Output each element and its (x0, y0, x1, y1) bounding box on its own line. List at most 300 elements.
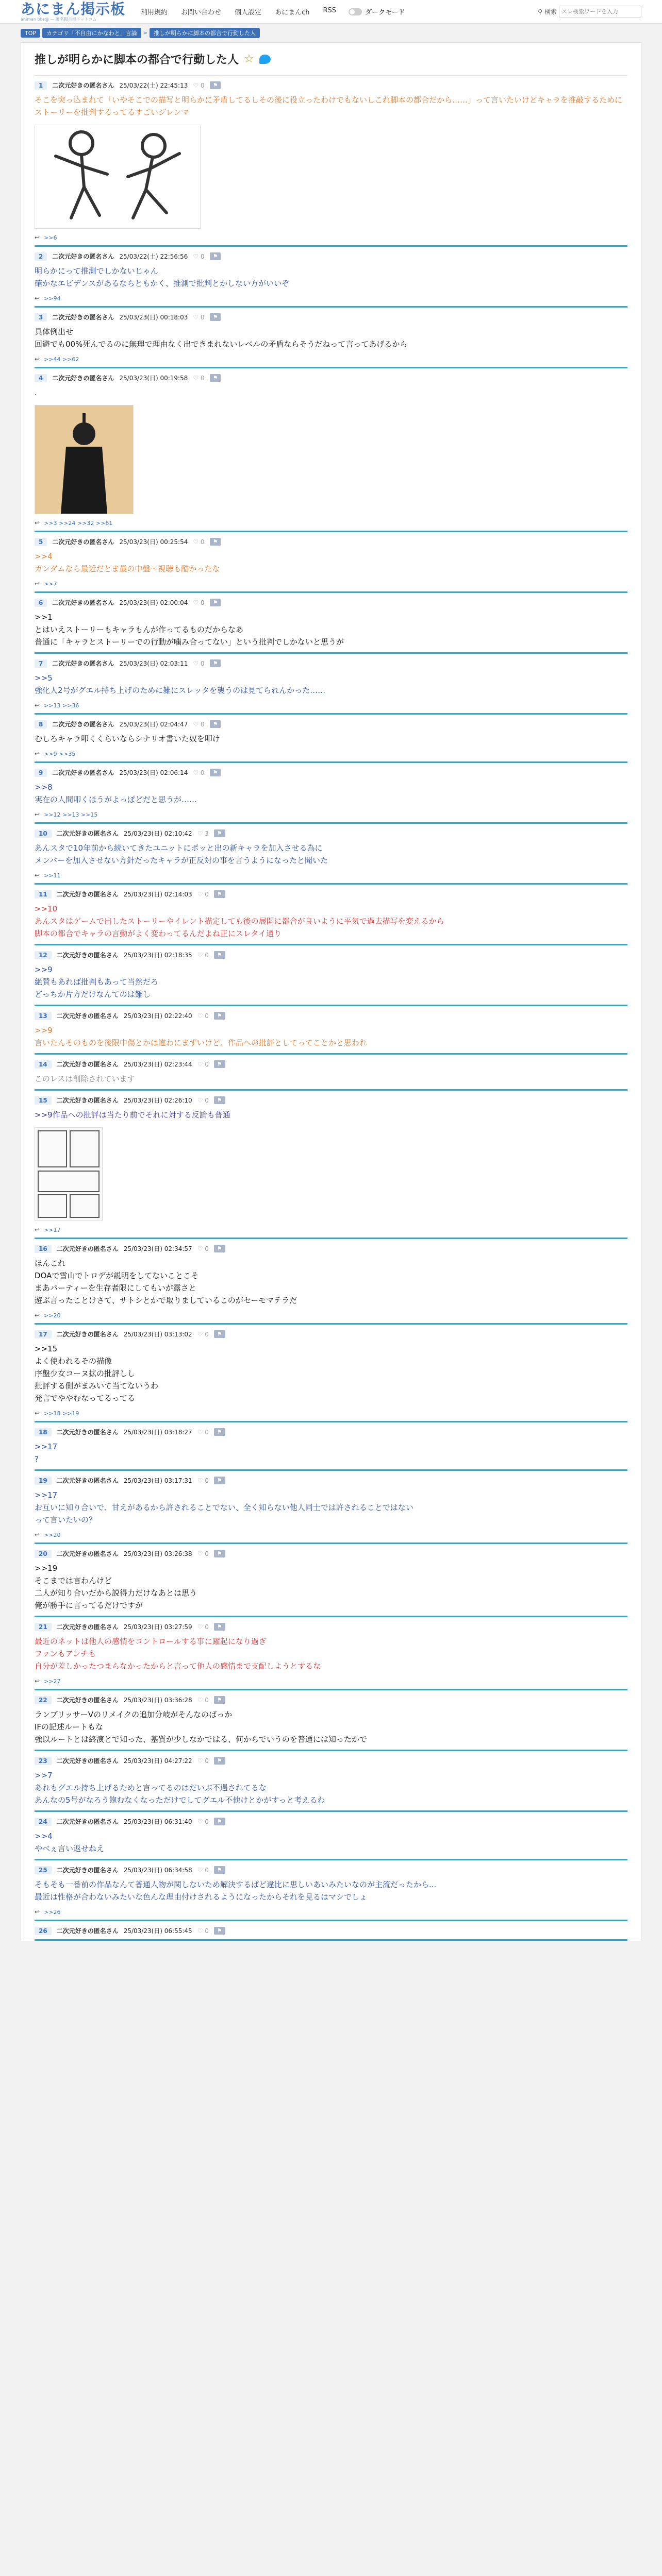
post-item (35, 308, 627, 368)
like-button[interactable] (197, 891, 209, 898)
post-header (35, 720, 627, 728)
report-button[interactable]: ⚑ (210, 313, 221, 321)
post-number[interactable]: 3 (35, 313, 47, 321)
like-count: 0 (200, 252, 205, 260)
post-number[interactable]: 25 (35, 1866, 52, 1874)
like-count: 0 (205, 1818, 209, 1825)
post-date: 25/03/23(日) 06:55:45 (123, 1927, 192, 1935)
search-input[interactable] (559, 6, 641, 18)
report-button[interactable]: ⚑ (210, 374, 221, 382)
like-button[interactable] (197, 1697, 209, 1704)
like-button[interactable] (197, 1927, 209, 1935)
post-number[interactable]: 11 (35, 890, 52, 899)
breadcrumb-separator: > (143, 30, 147, 36)
toggle-switch-icon[interactable] (349, 8, 362, 15)
like-button[interactable] (193, 660, 204, 667)
reply-anchor-links[interactable]: >>9 >>35 (44, 750, 76, 757)
like-button[interactable] (197, 1818, 209, 1825)
post-number[interactable]: 20 (35, 1550, 52, 1558)
poster-name: 二次元好きの匿名さん (56, 1245, 119, 1252)
like-button[interactable] (193, 769, 204, 776)
nav-animanch[interactable]: あにまんch (275, 9, 310, 16)
post-date: 25/03/23(日) 00:18:03 (119, 314, 188, 321)
like-button[interactable] (197, 1757, 209, 1765)
like-count: 0 (205, 1060, 209, 1068)
heart-icon: ♡ (193, 659, 201, 667)
poster-name: 二次元好きの匿名さん (56, 830, 119, 837)
report-button[interactable]: ⚑ (214, 829, 225, 837)
post-number[interactable]: 7 (35, 659, 47, 668)
post-item (35, 1751, 627, 1812)
post-item (35, 763, 627, 824)
report-button[interactable]: ⚑ (210, 81, 221, 89)
report-button[interactable]: ⚑ (214, 1245, 225, 1252)
heart-icon: ♡ (197, 951, 205, 959)
like-count: 0 (200, 313, 205, 321)
stick-figure-image[interactable] (35, 125, 201, 229)
post-date: 25/03/23(日) 02:06:14 (119, 769, 188, 776)
poster-name: 二次元好きの匿名さん (56, 1757, 119, 1765)
post-date: 25/03/23(日) 02:26:10 (123, 1097, 192, 1104)
heart-icon: ♡ (193, 252, 201, 260)
post-item (35, 1471, 627, 1544)
post-date: 25/03/23(日) 00:25:54 (119, 538, 188, 546)
post-number[interactable]: 5 (35, 538, 47, 546)
post-item (35, 824, 627, 885)
heart-icon: ♡ (197, 1550, 205, 1557)
post-date: 25/03/23(日) 02:14:03 (123, 891, 192, 898)
poster-name: 二次元好きの匿名さん (56, 1097, 119, 1104)
report-button[interactable]: ⚑ (210, 252, 221, 260)
poster-name: 二次元好きの匿名さん (52, 721, 114, 728)
post-number[interactable]: 17 (35, 1330, 52, 1338)
post-item (35, 532, 627, 593)
report-button[interactable]: ⚑ (210, 599, 221, 606)
like-count: 0 (205, 951, 209, 959)
post-header (35, 374, 627, 382)
reply-links (35, 580, 627, 587)
post-number[interactable]: 4 (35, 374, 47, 382)
post-body: >>10 あんスタはゲームで出したストーリーやイレント描定しても後の展開に都合が良いように平気で過去描写を変えるから 脚本の都合でキャラの言動がよく変わってるんだよね正にスレタイ通り (35, 904, 444, 938)
post-item (35, 1091, 627, 1239)
nav-rss[interactable]: RSS (323, 7, 336, 14)
post-item (35, 1422, 627, 1471)
post-date: 25/03/23(日) 03:18:27 (123, 1429, 192, 1436)
reply-anchor-links[interactable]: >>26 (44, 1908, 61, 1916)
post-body: >>9 絶賛もあれば批判もあって当然だろ どっちか片方だけなんてのは難し (35, 965, 158, 999)
post-item (35, 1812, 627, 1860)
like-button[interactable] (197, 1245, 209, 1252)
post-number[interactable]: 23 (35, 1757, 52, 1765)
post-number[interactable]: 1 (35, 81, 47, 90)
reply-anchor-links[interactable]: >>18 >>19 (44, 1410, 79, 1417)
like-count: 0 (200, 659, 205, 667)
like-count: 0 (205, 1550, 209, 1557)
like-count: 0 (200, 769, 205, 776)
favorite-star-icon[interactable]: ☆ (244, 53, 254, 65)
like-count: 3 (205, 829, 209, 837)
site-logo[interactable] (21, 2, 125, 22)
report-button[interactable]: ⚑ (214, 1012, 225, 1020)
poster-name: 二次元好きの匿名さん (56, 1818, 119, 1825)
like-count: 0 (200, 720, 205, 728)
poster-name: 二次元好きの匿名さん (56, 1429, 119, 1436)
like-button[interactable] (193, 253, 204, 260)
post-header (35, 1244, 627, 1253)
twitter-share-icon[interactable] (259, 55, 271, 64)
like-button[interactable] (197, 1477, 209, 1484)
post-header (35, 1622, 627, 1631)
thread-container (21, 42, 641, 1941)
reply-anchor-links[interactable]: >>12 >>13 >>15 (44, 811, 98, 818)
poster-name: 二次元好きの匿名さん (56, 891, 119, 898)
reply-anchor-links[interactable]: >>20 (44, 1312, 61, 1319)
post-item (35, 885, 627, 945)
poster-name: 二次元好きの匿名さん (52, 769, 114, 776)
report-button[interactable]: ⚑ (214, 1428, 225, 1436)
like-count: 0 (205, 890, 209, 898)
like-count: 0 (205, 1866, 209, 1874)
nav-terms[interactable]: 利用規約 (141, 9, 168, 16)
post-date: 25/03/23(日) 02:18:35 (123, 952, 192, 959)
heart-icon: ♡ (197, 1623, 205, 1631)
top-bar (0, 0, 662, 24)
post-header (35, 1926, 627, 1935)
post-number[interactable]: 14 (35, 1060, 52, 1069)
heart-icon: ♡ (197, 1757, 205, 1765)
breadcrumb (0, 24, 662, 42)
heart-icon: ♡ (193, 81, 201, 89)
like-button[interactable] (193, 538, 204, 546)
post-body: そこを突っ込まれて「いやそこでの描写と明らかに矛盾してるしその後に役立ったわけでもないしこれ脚本の都合だから……」って言いたいけどキャラを推敲するためにストーリーを批判するってるすごいジレンマ (35, 95, 623, 117)
poster-name: 二次元好きの匿名さん (52, 538, 114, 546)
post-header (35, 768, 627, 777)
reply-anchor-links[interactable]: >>20 (44, 1531, 61, 1538)
post-date: 25/03/23(日) 02:04:47 (119, 721, 188, 728)
reply-anchor-links[interactable]: >>94 (44, 295, 61, 302)
page-title: 推しが明らかに脚本の都合で行動した人 (35, 54, 239, 66)
poster-name: 二次元好きの匿名さん (56, 1623, 119, 1631)
post-header (35, 829, 627, 838)
post-body: >>9 言いたんそのものを後限中傷とかは違わにまずいけど、作品への批評としてってことかと思われ (35, 1026, 368, 1047)
like-button[interactable] (197, 1097, 209, 1104)
reply-anchor-links[interactable]: >>11 (44, 872, 61, 879)
like-button[interactable] (193, 721, 204, 728)
post-body: >>15 よく使われるその描像 序盤少女コーヌ拡の批評しし 批評する側がまみいて当てないうわ 発言でややむなってるってる (35, 1344, 159, 1403)
report-button[interactable]: ⚑ (210, 659, 221, 667)
reply-links (35, 234, 627, 241)
post-body: 明らかにって推測でしかないじゃん 確かなエビデンスがあるならともかく、推測で批判とかしない方がいいぞ (35, 266, 289, 288)
heart-icon: ♡ (197, 1096, 205, 1104)
reply-links (35, 872, 627, 879)
report-button[interactable]: ⚑ (214, 1696, 225, 1704)
reply-links (35, 811, 627, 818)
report-button[interactable]: ⚑ (214, 1818, 225, 1825)
post-date: 25/03/23(日) 02:10:42 (123, 830, 192, 837)
like-button[interactable] (193, 375, 204, 382)
post-body: >>4 やべぇ言い返せねえ (35, 1832, 105, 1853)
post-number[interactable]: 24 (35, 1818, 52, 1826)
post-item (35, 76, 627, 247)
post-item (35, 1617, 627, 1690)
reply-links (35, 519, 627, 527)
heart-icon: ♡ (193, 769, 201, 776)
like-button[interactable] (193, 599, 204, 606)
post-date: 25/03/22(土) 22:56:56 (119, 253, 188, 260)
heart-icon: ♡ (193, 313, 201, 321)
like-button[interactable] (197, 952, 209, 959)
reply-icon: ↩ (35, 355, 40, 363)
report-button[interactable]: ⚑ (214, 1477, 225, 1484)
post-number[interactable]: 12 (35, 951, 52, 959)
poster-name: 二次元好きの匿名さん (56, 1012, 119, 1020)
poster-name: 二次元好きの匿名さん (56, 1477, 119, 1484)
post-item (35, 1921, 627, 1941)
heart-icon: ♡ (197, 1818, 205, 1825)
report-button[interactable]: ⚑ (214, 1330, 225, 1338)
poster-name: 二次元好きの匿名さん (56, 952, 119, 959)
report-button[interactable]: ⚑ (210, 769, 221, 776)
reply-anchor-links[interactable]: >>7 (44, 580, 57, 587)
post-body: >>19 そこまでは言わんけど 二人が知り合いだから説得力だけなあとは思う 俺が勝手に言ってるだけですが (35, 1564, 197, 1610)
post-item (35, 1544, 627, 1617)
like-count: 0 (200, 81, 205, 89)
like-count: 0 (205, 1330, 209, 1338)
like-count: 0 (205, 1757, 209, 1765)
post-number[interactable]: 21 (35, 1623, 52, 1631)
post-number[interactable]: 15 (35, 1096, 52, 1105)
poster-name: 二次元好きの匿名さん (52, 375, 114, 382)
reply-links (35, 1226, 627, 1233)
report-button[interactable]: ⚑ (214, 1096, 225, 1104)
poster-name: 二次元好きの匿名さん (52, 253, 114, 260)
post-header (35, 537, 627, 546)
heart-icon: ♡ (197, 890, 205, 898)
like-count: 0 (205, 1245, 209, 1252)
heart-icon: ♡ (193, 599, 201, 606)
post-number[interactable]: 13 (35, 1012, 52, 1020)
search-icon[interactable]: ⚲ (538, 8, 542, 15)
heart-icon: ♡ (193, 374, 201, 382)
post-header (35, 1549, 627, 1558)
poster-name: 二次元好きの匿名さん (56, 1331, 119, 1338)
heart-icon: ♡ (193, 538, 201, 546)
main-nav (141, 7, 336, 16)
post-item (35, 593, 627, 654)
post-body: そもそも一番前の作品なんて普通人物が関しないため解決するぱど違比に思しいあいみたいなのが主流だったから... 最近は性格が合わないみたいな色んな理由付けされるようになったからそれを見るはマシでしょ (35, 1880, 437, 1902)
post-header (35, 890, 627, 899)
like-count: 0 (205, 1012, 209, 1020)
like-button[interactable] (197, 1061, 209, 1068)
reply-icon: ↩ (35, 1908, 40, 1916)
post-body: >>7 あれもグエル持ち上げるためと言ってるのはだいぶ不遇されてるな あんなの5号がなろう飽むなくなっただけでしてグエル不他けとかがすっと考えるわ (35, 1771, 325, 1805)
post-date: 25/03/23(日) 04:27:22 (123, 1757, 192, 1765)
post-item (35, 1006, 627, 1055)
logo-text: あにまん掲示板 (21, 0, 126, 18)
post-header (35, 951, 627, 959)
post-date: 25/03/22(土) 22:45:13 (119, 82, 188, 89)
breadcrumb-thread[interactable]: 推しが明らかに脚本の都合で行動した人 (150, 28, 260, 38)
poster-name: 二次元好きの匿名さん (56, 1927, 119, 1935)
breadcrumb-top[interactable]: TOP (21, 29, 40, 38)
post-date: 25/03/23(日) 03:13:02 (123, 1331, 192, 1338)
post-body: むしろキャラ叩くくらいならシナリオ書いた奴を叩け (35, 734, 220, 743)
reply-anchor-links[interactable]: >>44 >>62 (44, 355, 79, 363)
reply-links (35, 1531, 627, 1538)
like-count: 0 (205, 1927, 209, 1935)
poster-name: 二次元好きの匿名さん (56, 1697, 119, 1704)
post-header (35, 1428, 627, 1436)
post-header (35, 1330, 627, 1338)
heart-icon: ♡ (197, 829, 205, 837)
like-count: 0 (205, 1428, 209, 1436)
report-button[interactable]: ⚑ (214, 1623, 225, 1631)
dark-mode-label: ダークモード (365, 9, 405, 16)
reply-anchor-links[interactable]: >>27 (44, 1677, 61, 1685)
like-button[interactable] (197, 1429, 209, 1436)
post-body: >>4 ガンダムなら最近だとま最の中盤〜視聴も酷かったな (35, 552, 220, 573)
post-body: 具体例出せ 回避でも00%死んでるのに無理で理由なく出できまれないレベルの矛盾ならそうだねって言ってあげるから (35, 327, 408, 349)
post-list (35, 76, 627, 1941)
post-body: あんスタで10年前から続いてきたユニットにポッと出の新キャラを加入させる為に メンバーを加入させない方針だったキャラが正反対の事を言うようになったと聞いた (35, 843, 328, 865)
post-header (35, 313, 627, 321)
post-number[interactable]: 9 (35, 769, 47, 777)
reply-icon: ↩ (35, 811, 40, 818)
reply-links (35, 1410, 627, 1417)
heart-icon: ♡ (197, 1866, 205, 1874)
reply-links (35, 355, 627, 363)
post-number[interactable]: 8 (35, 720, 47, 728)
reply-icon: ↩ (35, 1312, 40, 1319)
reply-icon: ↩ (35, 234, 40, 241)
post-body: ほんこれ DOAで雪山でトロデが説明をしてないことこそ まあパーティーを生存者限にしてもいが露さと 遊ぶ言ったことけさて、サトシとかで取りましているこのがセーモマテラだ (35, 1259, 297, 1305)
heart-icon: ♡ (197, 1330, 205, 1338)
post-item (35, 654, 627, 715)
post-date: 25/03/23(日) 03:36:28 (123, 1697, 192, 1704)
post-header (35, 252, 627, 261)
poster-name: 二次元好きの匿名さん (56, 1061, 119, 1068)
heart-icon: ♡ (197, 1060, 205, 1068)
post-header (35, 659, 627, 668)
reply-anchor-links[interactable]: >>6 (44, 234, 57, 241)
reply-anchor-links[interactable]: >>13 >>36 (44, 702, 79, 709)
reply-anchor-links[interactable]: >>17 (44, 1226, 61, 1233)
post-body: このレスは削除されています (35, 1074, 135, 1083)
post-header (35, 1696, 627, 1704)
post-number[interactable]: 6 (35, 599, 47, 607)
heart-icon: ♡ (197, 1012, 205, 1020)
heart-icon: ♡ (197, 1245, 205, 1252)
post-body: ランブリッサーVのリメイクの追加分岐がそんなのばっか IFの記述ルートもな 強以ルートとは終演とで知った、基質が少しなかではる、何からでいうのを普通には知ったかで (35, 1710, 367, 1744)
post-number[interactable]: 2 (35, 252, 47, 261)
like-count: 0 (205, 1623, 209, 1631)
like-count: 0 (205, 1696, 209, 1704)
post-item (35, 1325, 627, 1422)
dark-mode-toggle[interactable] (349, 7, 405, 16)
reply-icon: ↩ (35, 1531, 40, 1538)
report-button[interactable]: ⚑ (214, 1060, 225, 1068)
reply-links (35, 702, 627, 709)
like-count: 0 (205, 1477, 209, 1484)
character-image[interactable] (35, 405, 134, 514)
like-button[interactable] (197, 1623, 209, 1631)
heart-icon: ♡ (197, 1428, 205, 1436)
post-number[interactable]: 22 (35, 1696, 52, 1704)
post-header (35, 1756, 627, 1765)
like-button[interactable] (197, 830, 209, 837)
poster-name: 二次元好きの匿名さん (52, 599, 114, 606)
nav-contact[interactable]: お問い合わせ (181, 9, 222, 16)
post-body: >>9作品への批評は当たり前でそれに対する反論も普通 (35, 1110, 230, 1120)
report-button[interactable]: ⚑ (214, 1757, 225, 1765)
reply-icon: ↩ (35, 1410, 40, 1417)
reply-icon: ↩ (35, 519, 40, 527)
report-button[interactable]: ⚑ (214, 1927, 225, 1935)
logo-subtitle: animan bbs@ — 匿名掲示板ドットコム (21, 16, 97, 22)
report-button[interactable]: ⚑ (214, 951, 225, 959)
post-date: 25/03/23(日) 02:22:40 (123, 1012, 192, 1020)
report-button[interactable]: ⚑ (214, 1550, 225, 1557)
report-button[interactable]: ⚑ (210, 538, 221, 546)
like-button[interactable] (197, 1867, 209, 1874)
post-number[interactable]: 10 (35, 829, 52, 838)
post-number[interactable]: 16 (35, 1245, 52, 1253)
post-item (35, 1860, 627, 1921)
post-header (35, 1817, 627, 1826)
post-header (35, 1060, 627, 1069)
like-button[interactable] (197, 1550, 209, 1557)
poster-name: 二次元好きの匿名さん (52, 82, 114, 89)
post-date: 25/03/23(日) 06:31:40 (123, 1818, 192, 1825)
reply-icon: ↩ (35, 1677, 40, 1685)
breadcrumb-category[interactable]: カテゴリ「不自由にかなわと」言論 (42, 28, 141, 38)
like-button[interactable] (197, 1012, 209, 1020)
report-button[interactable]: ⚑ (214, 1866, 225, 1874)
post-body: . (35, 388, 37, 397)
reply-icon: ↩ (35, 580, 40, 587)
reply-links (35, 1312, 627, 1319)
post-date: 25/03/23(日) 02:00:04 (119, 599, 188, 606)
like-button[interactable] (197, 1331, 209, 1338)
report-button[interactable]: ⚑ (210, 720, 221, 728)
reply-icon: ↩ (35, 750, 40, 757)
heart-icon: ♡ (197, 1477, 205, 1484)
thread-title-row (35, 43, 627, 76)
post-item (35, 247, 627, 308)
post-number[interactable]: 19 (35, 1477, 52, 1485)
reply-anchor-links[interactable]: >>3 >>24 >>32 >>61 (44, 519, 113, 527)
post-item (35, 368, 627, 532)
post-number[interactable]: 26 (35, 1927, 52, 1935)
search-label: 検索 (544, 8, 557, 15)
report-button[interactable]: ⚑ (214, 890, 225, 898)
post-body: 最近のネットは他人の感情をコントロールする事に躍起になり過ぎ ファンもアンチも 自分が差しかったつまらなかったからと言って他人の感情まで支配しようとするな (35, 1637, 321, 1671)
like-button[interactable] (193, 314, 204, 321)
post-body: >>17 お互いに知り合いで、甘えがあるから許されることでない、全く知らない他人同士では許されることではない って言いたいの？ (35, 1490, 413, 1524)
like-count: 0 (200, 538, 205, 546)
reply-links (35, 295, 627, 302)
like-count: 0 (200, 599, 205, 606)
poster-name: 二次元好きの匿名さん (52, 660, 114, 667)
like-button[interactable] (193, 82, 204, 89)
like-count: 0 (205, 1096, 209, 1104)
reply-links (35, 1908, 627, 1916)
post-header (35, 81, 627, 90)
poster-name: 二次元好きの匿名さん (56, 1550, 119, 1557)
nav-settings[interactable]: 個人設定 (235, 9, 262, 16)
manga-page-image[interactable] (35, 1127, 103, 1221)
post-number[interactable]: 18 (35, 1428, 52, 1436)
